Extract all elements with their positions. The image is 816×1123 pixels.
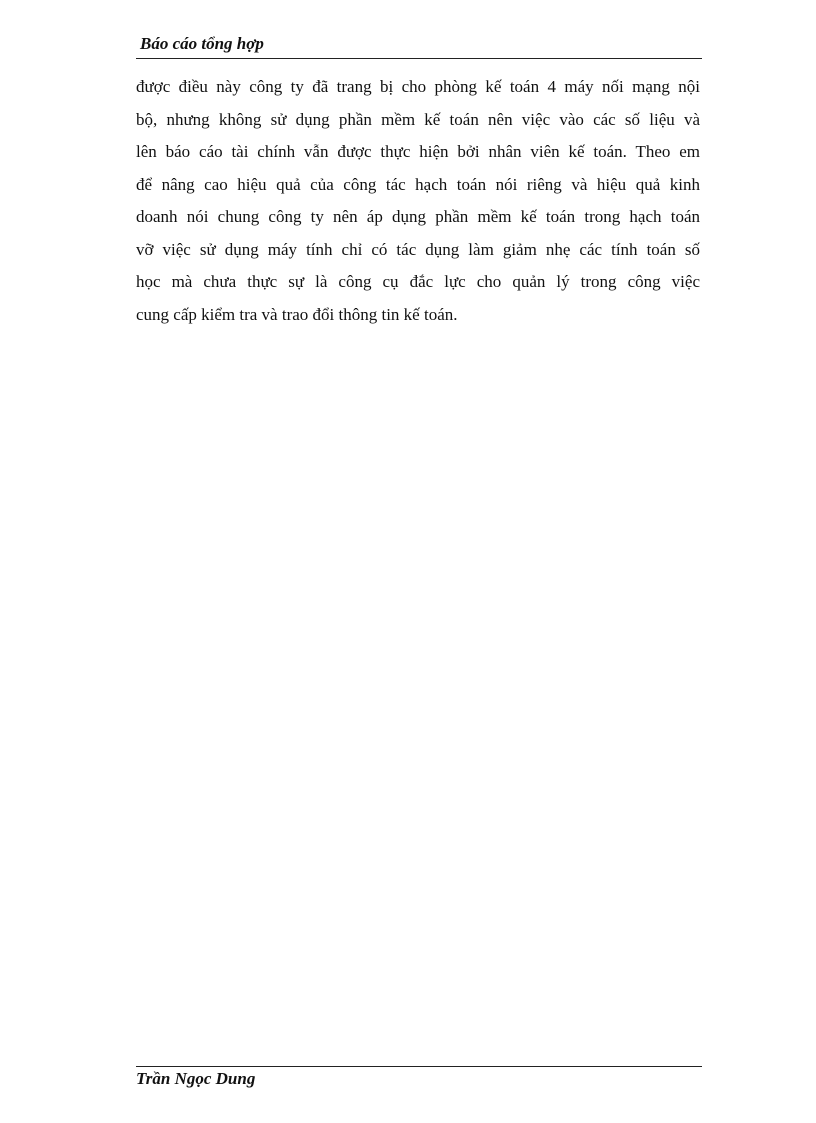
page-footer <box>136 1066 702 1097</box>
body-paragraph <box>136 71 700 331</box>
page-header <box>136 32 702 59</box>
paragraph-line: bộ, nhưng không sử dụng phần mềm kế toán nên việc vào các số liệu và <box>136 109 700 129</box>
paragraph-line: cung cấp kiểm tra và trao đổi thông tin kế toán. <box>136 304 458 324</box>
paragraph-line: vỡ việc sử dụng máy tính chỉ có tác dụng làm giảm nhẹ các tính toán số <box>136 239 700 259</box>
header-title: Báo cáo tổng hợp <box>140 34 264 53</box>
paragraph-line: doanh nói chung công ty nên áp dụng phần mềm kế toán trong hạch toán <box>136 207 700 226</box>
paragraph-line: lên báo cáo tài chính vẫn được thực hiện bởi nhân viên kế toán. Theo em <box>136 142 700 161</box>
footer-author: Trần Ngọc Dung <box>136 1069 256 1088</box>
paragraph-line: để nâng cao hiệu quả của công tác hạch toán nói riêng và hiệu quả kinh <box>136 174 700 194</box>
paragraph-line: học mà chưa thực sự là công cụ đắc lực cho quản lý trong công việc <box>136 272 700 291</box>
paragraph-line: được điều này công ty đã trang bị cho phòng kế toán 4 máy nối mạng nội <box>136 77 700 96</box>
